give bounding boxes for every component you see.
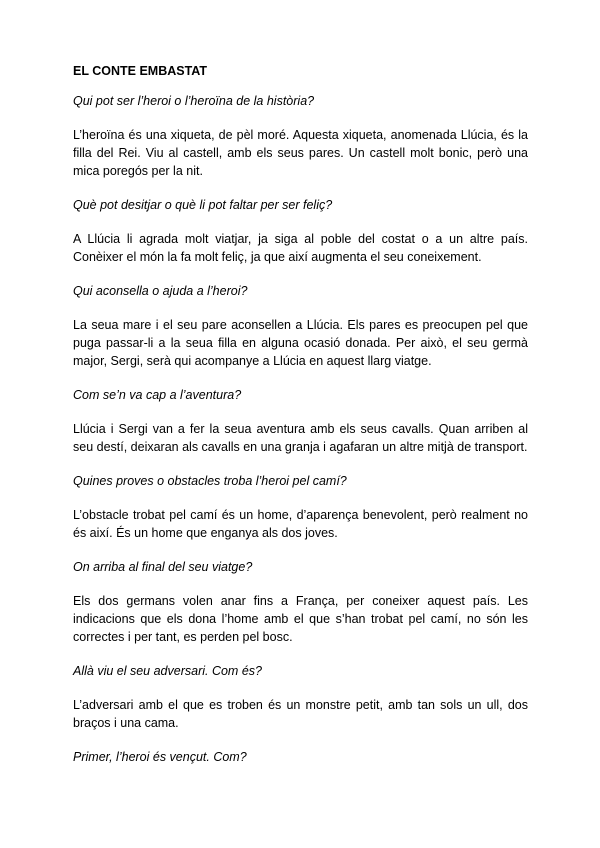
answer-6: Els dos germans volen anar fins a França, per coneixer aquest país. Les indicacions que els dona l’home amb el que s’han trobat pel camí, no són les correctes i per tant, es perden pel bosc.: [73, 594, 528, 644]
question-5: Quines proves o obstacles troba l’heroi pel camí?: [73, 474, 347, 488]
answer-5: L’obstacle trobat pel camí és un home, d’aparença benevolent, però realment no és així. És un home que enganya als dos joves.: [73, 508, 528, 540]
question-2: Què pot desitjar o què li pot faltar per ser feliç?: [73, 198, 333, 212]
question-6: On arriba al final del seu viatge?: [73, 560, 253, 574]
question-8: Primer, l’heroi és vençut. Com?: [73, 750, 247, 764]
document-title: EL CONTE EMBASTAT: [73, 64, 208, 78]
section-5: [73, 472, 528, 542]
section-4: [73, 386, 528, 456]
section-3: [73, 282, 528, 370]
section-1: [73, 92, 528, 180]
section-7: [73, 662, 528, 732]
question-1: Qui pot ser l’heroi o l’heroïna de la història?: [73, 94, 315, 108]
section-2: [73, 196, 528, 266]
question-3: Qui aconsella o ajuda a l’heroi?: [73, 284, 248, 298]
answer-3: La seua mare i el seu pare aconsellen a Llúcia. Els pares es preocupen pel que puga passar-li a la seua filla en alguna ocasió donada. Per això, el seu germà major, Sergi, serà qui acompanye a Llúcia en aquest llarg viatge.: [73, 318, 528, 368]
answer-2: A Llúcia li agrada molt viatjar, ja siga al poble del costat o a un altre país. Conèixer el món la fa molt feliç, ja que així augmenta el seu coneixement.: [73, 232, 528, 264]
answer-7: L’adversari amb el que es troben és un monstre petit, amb tan sols un ull, dos braços i una cama.: [73, 698, 528, 730]
answer-4: Llúcia i Sergi van a fer la seua aventura amb els seus cavalls. Quan arriben al seu destí, deixaran als cavalls en una granja i agafaran un altre mitjà de transport.: [73, 422, 528, 454]
question-7: Allà viu el seu adversari. Com és?: [73, 664, 262, 678]
document-page: [73, 62, 528, 782]
answer-1: L’heroïna és una xiqueta, de pèl moré. Aquesta xiqueta, anomenada Llúcia, és la filla del Rei. Viu al castell, amb els seus pares. Un castell molt bonic, però una mica poregós per la nit.: [73, 128, 528, 178]
section-6: [73, 558, 528, 646]
question-4: Com se’n va cap a l’aventura?: [73, 388, 242, 402]
section-8: [73, 748, 528, 766]
